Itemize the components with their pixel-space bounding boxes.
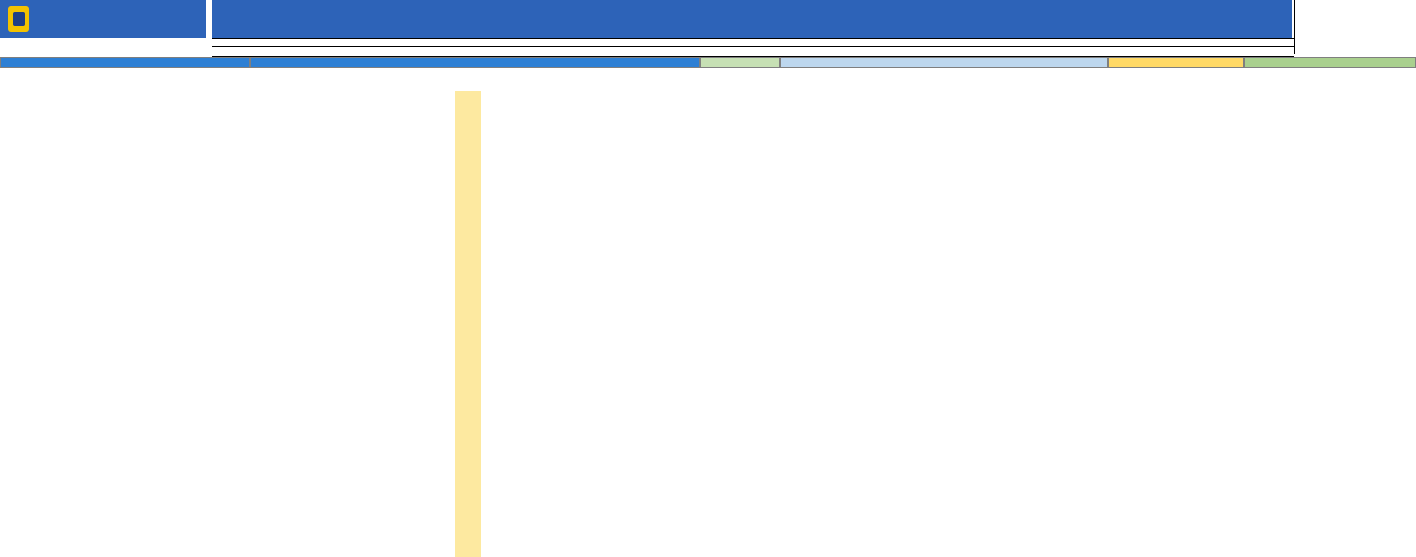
group-adjudicacion	[1244, 57, 1416, 68]
group-estructuracion	[250, 57, 700, 68]
document-header	[0, 0, 1416, 56]
group-item	[0, 57, 250, 68]
group-observaciones	[780, 57, 1108, 68]
group-secop	[700, 57, 780, 68]
page-title	[212, 0, 1292, 38]
process-name	[212, 46, 1294, 57]
coat-of-arms-icon	[8, 6, 29, 32]
aval-column-highlight	[455, 91, 481, 557]
document-meta-table	[1294, 0, 1416, 54]
group-evaluacion	[1108, 57, 1244, 68]
uariv-logo	[0, 0, 206, 38]
